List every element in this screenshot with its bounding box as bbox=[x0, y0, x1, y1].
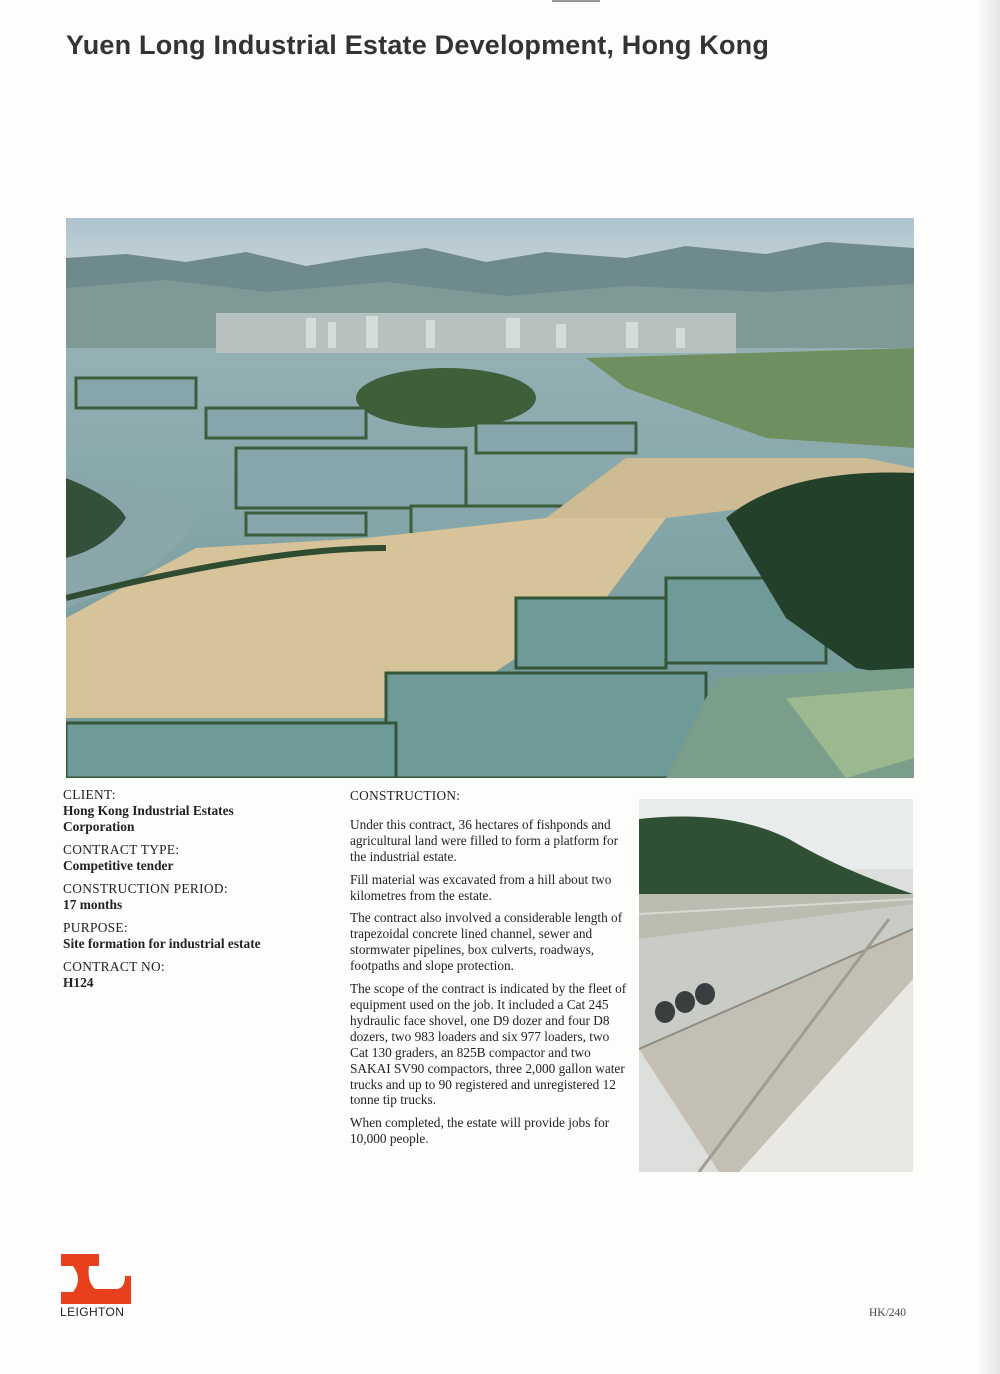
client-label: CLIENT: bbox=[63, 787, 116, 802]
leighton-wordmark: LEIGHTON bbox=[60, 1305, 125, 1319]
top-rule bbox=[552, 0, 600, 2]
contract-no-field bbox=[63, 959, 323, 991]
construction-paragraph: Fill material was excavated from a hill about two kilometres from the estate. bbox=[350, 871, 612, 903]
construction-period-value: 17 months bbox=[63, 897, 123, 912]
purpose-field bbox=[63, 920, 323, 952]
construction-period-label: CONSTRUCTION PERIOD: bbox=[63, 881, 228, 896]
page-edge-shadow bbox=[978, 0, 1000, 1374]
construction-paragraph: When completed, the estate will provide jobs for 10,000 people. bbox=[350, 1115, 610, 1147]
purpose-label: PURPOSE: bbox=[63, 920, 128, 935]
client-field bbox=[63, 787, 323, 835]
concrete-channel-photo bbox=[639, 799, 913, 1172]
construction-section bbox=[350, 788, 628, 1154]
purpose-value: Site formation for industrial estate bbox=[63, 936, 261, 951]
construction-paragraph: The contract also involved a considerable length of trapezoidal concrete lined channel, sewer and stormwater pipelines, box culverts, roadways, footpaths and slope protection. bbox=[350, 910, 623, 974]
page-title: Yuen Long Industrial Estate Development, Hong Kong bbox=[66, 30, 770, 60]
contract-type-field bbox=[63, 842, 323, 874]
leighton-logo-icon bbox=[61, 1254, 131, 1304]
page-code: HK/240 bbox=[869, 1307, 907, 1319]
aerial-photo-fishponds bbox=[66, 218, 914, 778]
client-value: Hong Kong Industrial Estates Corporation bbox=[63, 803, 234, 834]
contract-no-value: H124 bbox=[63, 975, 94, 990]
project-details bbox=[63, 787, 323, 998]
construction-period-field bbox=[63, 881, 323, 913]
construction-paragraph: The scope of the contract is indicated by the fleet of equipment used on the job. It included a Cat 245 hydraulic face shovel, one D9 dozer and four D8 dozers, two 983 loaders and six 977 loaders, two Cat 130 graders, an 825B compactor and two SAKAI SV90 compactors, three 2,000 gallon water trucks and up to 90 registered and unregistered 12 tonne tip trucks. bbox=[350, 981, 627, 1108]
construction-heading: CONSTRUCTION: bbox=[350, 788, 461, 803]
contract-no-label: CONTRACT NO: bbox=[63, 959, 165, 974]
construction-paragraph: Under this contract, 36 hectares of fishponds and agricultural land were filled to form a platform for the industrial estate. bbox=[350, 816, 619, 864]
contract-type-label: CONTRACT TYPE: bbox=[63, 842, 180, 857]
contract-type-value: Competitive tender bbox=[63, 858, 174, 873]
